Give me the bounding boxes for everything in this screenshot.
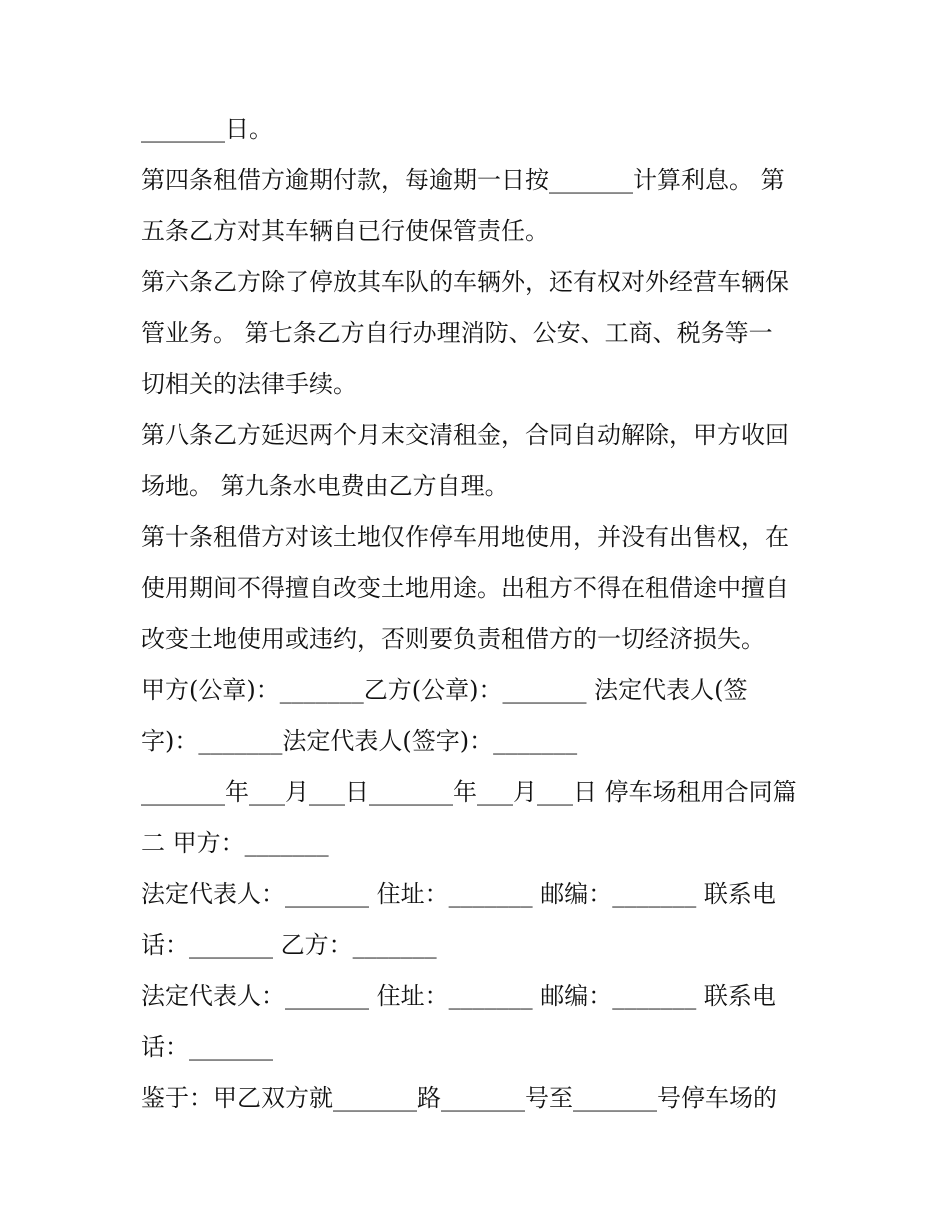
text-line-16: 法定代表人：_______ 住址：_______ 邮编：_______ 联系电	[141, 880, 776, 908]
text-line-8: 场地。 第九条水电费由乙方自理。	[141, 472, 509, 500]
text-line-1: _______日。	[141, 115, 273, 143]
text-line-15: 二 甲方：_______	[141, 829, 329, 857]
text-line-14: _______年___月___日_______年___月___日 停车场租用合同篇	[141, 778, 797, 806]
text-line-11: 改变土地使用或违约，否则要负责租借方的一切经济损失。	[141, 625, 765, 653]
text-line-6: 切相关的法律手续。	[141, 370, 357, 398]
text-line-18: 法定代表人：_______ 住址：_______ 邮编：_______ 联系电	[141, 982, 776, 1010]
text-line-20: 鉴于：甲乙双方就_______路_______号至_______号停车场的	[141, 1084, 777, 1112]
text-line-7: 第八条乙方延迟两个月末交清租金，合同自动解除，甲方收回	[141, 421, 789, 449]
text-line-12: 甲方(公章)：_______乙方(公章)：_______ 法定代表人(签	[141, 676, 748, 704]
text-line-17: 话：_______ 乙方：_______	[141, 931, 437, 959]
text-line-4: 第六条乙方除了停放其车队的车辆外，还有权对外经营车辆保	[141, 268, 789, 296]
text-line-9: 第十条租借方对该土地仅作停车用地使用，并没有出售权，在	[141, 523, 789, 551]
text-line-19: 话：_______	[141, 1033, 273, 1061]
text-line-5: 管业务。 第七条乙方自行办理消防、公安、工商、税务等一	[141, 319, 773, 347]
text-line-13: 字)：_______法定代表人(签字)：_______	[141, 727, 578, 755]
contract-body-text	[141, 104, 821, 1124]
text-line-10: 使用期间不得擅自改变土地用途。出租方不得在租借途中擅自	[141, 574, 789, 602]
text-line-3: 五条乙方对其车辆自已行使保管责任。	[141, 217, 549, 245]
text-line-2: 第四条租借方逾期付款，每逾期一日按_______计算利息。 第	[141, 166, 785, 194]
